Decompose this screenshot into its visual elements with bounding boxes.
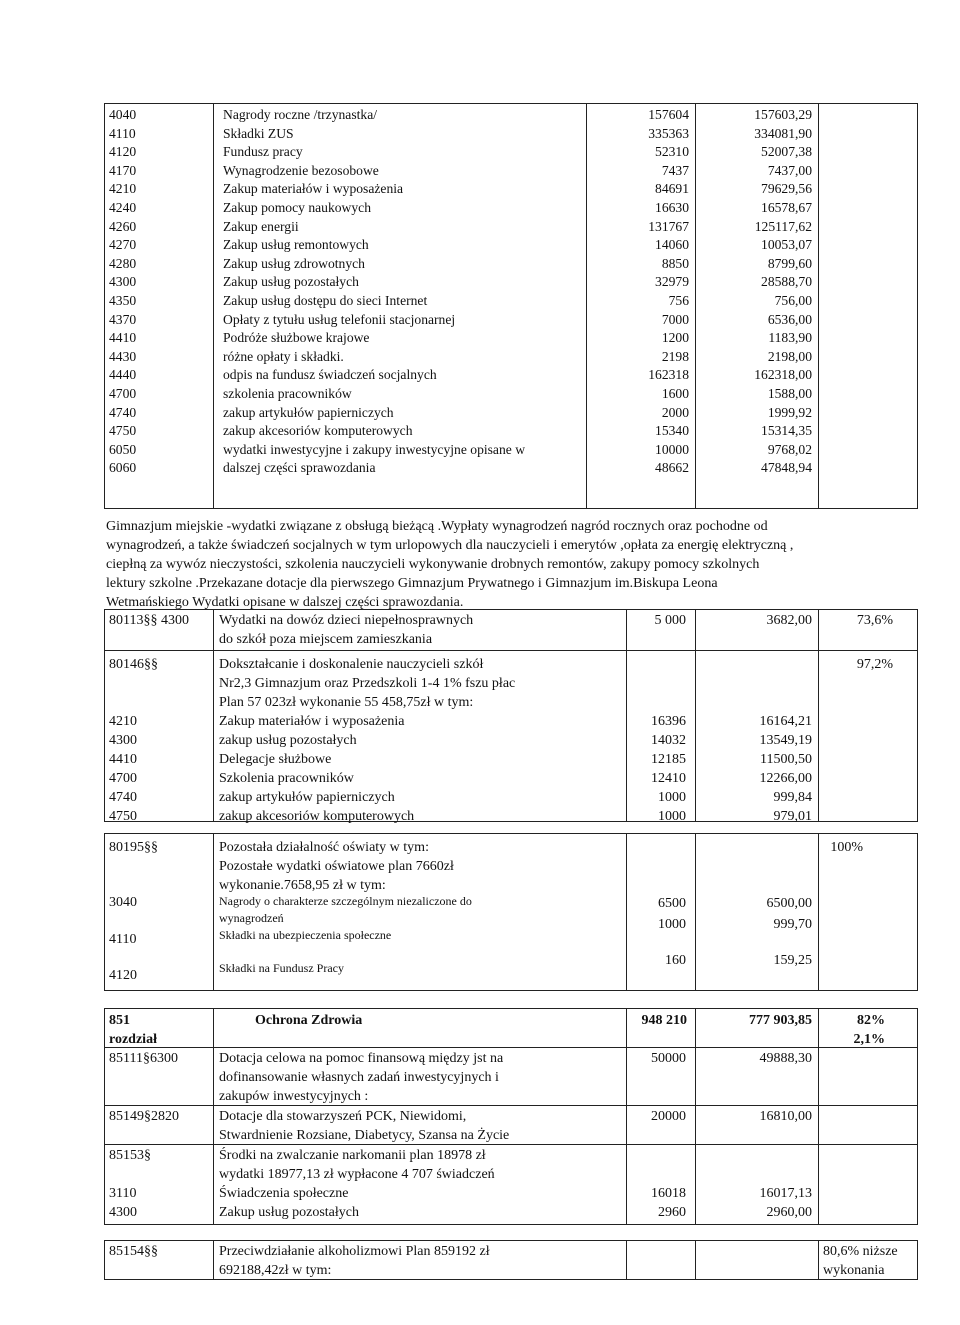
row-code: 4370 [109,311,137,327]
row-plan: 14032 [651,733,686,748]
table-row [105,348,917,367]
section-code: 85153§ [109,1148,151,1163]
row-execution: 8799,60 [767,255,812,271]
section-desc: Stwardnienie Rozsiane, Diabetycy, Szansa na Życie [219,1128,510,1143]
section-desc: wydatki 18977,13 zł wypłacone 4 707 świadczeń [219,1167,495,1182]
row-code: 4410 [109,752,137,767]
row-plan: 8850 [661,255,689,271]
section-code-label: rozdział [109,1032,157,1047]
row-code: 4700 [109,771,137,786]
row-description: zakup akcesoriów komputerowych [223,423,413,439]
section-desc: 692188,42zł w tym: [219,1263,332,1278]
row-description: zakup akcesoriów komputerowych [219,809,415,824]
row-code: 4300 [109,733,137,748]
section-80113 [104,609,918,651]
table-row [105,459,917,478]
row-code: 4240 [109,199,137,215]
row-description: Zakup usług pozostałych [223,274,359,290]
row-execution: 7437,00 [767,162,812,178]
exec-value: 777 903,85 [749,1013,812,1028]
row-description: Zakup usług remontowych [223,237,369,253]
paragraph-line: lektury szkolne .Przekazane dotacje dla pierwszego Gimnazjum Prywatnego i Gimnazjum im.Biskupa Leona [106,576,718,591]
row-plan: 6500 [658,896,686,911]
percent-note: wykonania [823,1263,885,1278]
row-plan: 52310 [655,144,689,160]
section-desc: Przeciwdziałanie alkoholizmowi Plan 859192 zł [219,1244,490,1259]
row-code: 4700 [109,385,137,401]
row-execution: 16164,21 [759,714,812,729]
table-row [105,366,917,385]
section-code: 80113§§ 4300 [109,613,189,628]
row-description: Podróże służbowe krajowe [223,330,370,346]
row-code: 4410 [109,330,137,346]
row-plan: 160 [665,953,686,968]
row-description: Składki na Fundusz Pracy [219,961,344,975]
row-plan: 157604 [648,107,689,122]
row-execution: 157603,29 [754,107,812,122]
row-description: Zakup materiałów i wyposażenia [219,714,405,729]
row-code: 4740 [109,790,137,805]
exec-value: 3682,00 [766,613,812,628]
row-description: szkolenia pracowników [223,385,352,401]
row-plan: 7437 [661,162,689,178]
row-execution: 999,70 [773,917,812,932]
row-description: zakup artykułów papierniczych [223,404,394,420]
row-plan: 32979 [655,274,689,290]
section-80146 [104,650,918,822]
row-plan: 16396 [651,714,686,729]
row-plan: 2000 [661,404,689,420]
row-code: 4280 [109,255,137,271]
row-description: Składki na ubezpieczenia społeczne [219,928,392,942]
section-code: 851 [109,1013,130,1028]
percent-value: 80,6% niższe [823,1244,898,1259]
row-code: 3040 [109,895,137,910]
row-execution: 979,01 [773,809,812,824]
row-description: Nagrody roczne /trzynastka/ [223,107,377,122]
section-code: 85111§6300 [109,1051,178,1066]
row-description: odpis na fundusz świadczeń socjalnych [223,367,437,383]
plan-value: 5 000 [654,613,686,628]
section-desc: do szkół poza miejscem zamieszkania [219,632,433,647]
row-plan: 14060 [655,237,689,253]
row-code: 6050 [109,441,137,457]
paragraph-line: Gimnazjum miejskie -wydatki związane z obsługą bieżącą .Wypłaty wynagrodzeń nagród rocznych oraz pochodne od [106,519,768,534]
row-description: dalszej części sprawozdania [223,460,376,476]
row-execution: 1588,00 [767,385,812,401]
row-plan: 131767 [648,218,689,234]
row-execution: 9768,02 [767,441,812,457]
row-description: zakup usług pozostałych [219,733,357,748]
row-plan: 1600 [661,385,689,401]
plan-value: 50000 [651,1051,686,1066]
table-row [105,143,917,162]
row-plan: 162318 [648,367,689,383]
row-plan: 1000 [658,790,686,805]
section-desc: dofinansowanie własnych zadań inwestycyjnych i [219,1070,499,1085]
row-code: 4300 [109,274,137,290]
row-description: Świadczenia społeczne [219,1186,349,1201]
row-description: wydatki inwestycyjne i zakupy inwestycyjne opisane w [223,441,526,457]
section-title: Ochrona Zdrowia [255,1013,363,1028]
row-execution: 12266,00 [759,771,812,786]
row-execution: 79629,56 [761,181,812,197]
row-execution: 125117,62 [754,218,812,234]
section-desc: Dotacja celowa na pomoc finansową między jst na [219,1051,504,1066]
paragraph-line: wynagrodzeń, a także świadczeń socjalnych w tym urlopowych dla nauczycieli i emerytów ,opłata za energię elektryczną , [106,538,794,553]
table-row [105,385,917,404]
row-code: 4120 [109,144,137,160]
table-row [105,292,917,311]
section-85153 [104,1144,918,1225]
section-code: 85154§§ [109,1244,158,1259]
section-desc: Dotacje dla stowarzyszeń PCK, Niewidomi, [219,1109,467,1124]
row-code: 6060 [109,460,137,476]
row-plan: 16018 [651,1186,686,1201]
percent-value: 82% [857,1013,885,1028]
plan-value: 948 210 [641,1013,687,1028]
description-paragraph [106,517,906,612]
table-row [105,273,917,292]
row-code: 4430 [109,348,137,364]
section-desc: Wydatki na dowóz dzieci niepełnosprawnych [219,613,474,628]
row-execution: 999,84 [773,790,812,805]
row-code: 4300 [109,1205,137,1220]
row-code: 4740 [109,404,137,420]
row-execution: 1999,92 [767,404,812,420]
row-code: 4210 [109,714,137,729]
row-execution: 10053,07 [761,237,812,253]
section-code: 80195§§ [109,840,158,855]
row-execution: 47848,94 [761,460,812,476]
row-execution: 13549,19 [759,733,812,748]
table-row [105,422,917,441]
table-row [105,255,917,274]
row-code: 4210 [109,181,137,197]
section-code: 85149§2820 [109,1109,179,1124]
row-execution: 52007,38 [761,144,812,160]
row-plan: 756 [668,292,689,308]
row-execution: 2960,00 [766,1205,812,1220]
table-row [105,236,917,255]
section-code: 80146§§ [109,657,158,672]
row-execution: 6536,00 [767,311,812,327]
row-code: 4110 [109,125,136,141]
table-row [105,180,917,199]
row-description: Szkolenia pracowników [219,771,354,786]
section-desc: Pozostałe wydatki oświatowe plan 7660zł [219,859,454,874]
row-description: Składki ZUS [223,125,294,141]
table-row [105,106,917,125]
row-description: Zakup usług dostępu do sieci Internet [223,292,428,308]
row-code: 4120 [109,968,137,983]
row-code: 4040 [109,107,137,122]
percent-value: 100% [830,840,863,855]
row-execution: 15314,35 [761,423,812,439]
row-plan: 12410 [651,771,686,786]
section-desc: zakupów inwestycyjnych : [219,1089,369,1104]
row-description: Zakup usług zdrowotnych [223,255,365,271]
section-851 [104,1008,918,1048]
table-row [105,441,917,460]
row-execution: 6500,00 [766,896,812,911]
row-code: 4110 [109,932,137,947]
row-plan: 84691 [655,181,689,197]
row-plan: 1000 [658,809,686,824]
section-desc: Środki na zwalczanie narkomanii plan 18978 zł [219,1148,486,1163]
row-execution: 16578,67 [761,199,812,215]
percent-value: 73,6% [856,613,893,628]
row-description: Wynagrodzenie bezosobowe [223,162,379,178]
row-code: 4260 [109,218,137,234]
row-description: Nagrody o charakterze szczególnym niezaliczone do [219,894,472,908]
paragraph-line: ciepłną za wywóz nieczystości, szkolenia nauczycieli wykonywanie drobnych remontów, zakupy pomocy szkolnych [106,557,760,572]
row-code: 4170 [109,162,137,178]
percent-value: 2,1% [853,1032,885,1047]
row-code: 3110 [109,1186,137,1201]
plan-value: 20000 [651,1109,686,1124]
table-row [105,199,917,218]
row-plan: 1000 [658,917,686,932]
row-description: Zakup pomocy naukowych [223,199,371,215]
row-description: wynagrodzeń [219,911,284,925]
row-description: Delegacje służbowe [219,752,332,767]
paragraph-line: Wetmańskiego Wydatki opisane w dalszej części sprawozdania. [106,595,464,610]
exec-value: 49888,30 [759,1051,812,1066]
row-plan: 16630 [655,199,689,215]
row-execution: 1183,90 [768,330,812,346]
row-code: 4750 [109,423,137,439]
section-desc: Plan 57 023zł wykonanie 55 458,75zł w tym: [219,695,474,710]
section-85111 [104,1047,918,1106]
section-85154 [104,1240,918,1280]
row-code: 4350 [109,292,137,308]
percent-value: 97,2% [856,657,893,672]
row-plan: 10000 [655,441,689,457]
section-desc: wykonanie.7658,95 zł w tym: [219,878,386,893]
section-desc: Nr2,3 Gimnazjum oraz Przedszkoli 1-4 1% fszu płac [219,676,516,691]
row-code: 4750 [109,809,137,824]
row-plan: 15340 [655,423,689,439]
row-plan: 2198 [661,348,689,364]
row-execution: 162318,00 [754,367,812,383]
row-execution: 2198,00 [767,348,812,364]
row-execution: 756,00 [774,292,812,308]
row-execution: 16017,13 [759,1186,812,1201]
table-row [105,329,917,348]
row-code: 4270 [109,237,137,253]
row-description: Zakup energii [223,218,299,234]
row-plan: 7000 [661,311,689,327]
row-description: Zakup usług pozostałych [219,1205,359,1220]
row-plan: 2960 [658,1205,686,1220]
table-row [105,311,917,330]
row-plan: 335363 [648,125,689,141]
row-code: 4440 [109,367,137,383]
table-row [105,162,917,181]
row-description: zakup artykułów papierniczych [219,790,395,805]
row-execution: 334081,90 [754,125,812,141]
row-description: Fundusz pracy [223,144,303,160]
table-row [105,404,917,423]
row-plan: 48662 [655,460,689,476]
row-execution: 159,25 [773,953,812,968]
row-description: różne opłaty i składki. [223,348,344,364]
expense-table [104,103,918,509]
row-plan: 1200 [661,330,689,346]
section-desc: Dokształcanie i doskonalenie nauczycieli szkół [219,657,484,672]
row-plan: 12185 [651,752,686,767]
section-desc: Pozostała działalność oświaty w tym: [219,840,429,855]
table-row [105,218,917,237]
section-80195 [104,833,918,991]
table-row [105,125,917,144]
row-execution: 11500,50 [760,752,812,767]
row-description: Zakup materiałów i wyposażenia [223,181,404,197]
exec-value: 16810,00 [759,1109,812,1124]
section-85149 [104,1105,918,1145]
row-execution: 28588,70 [761,274,812,290]
row-description: Opłaty z tytułu usług telefonii stacjonarnej [223,311,456,327]
